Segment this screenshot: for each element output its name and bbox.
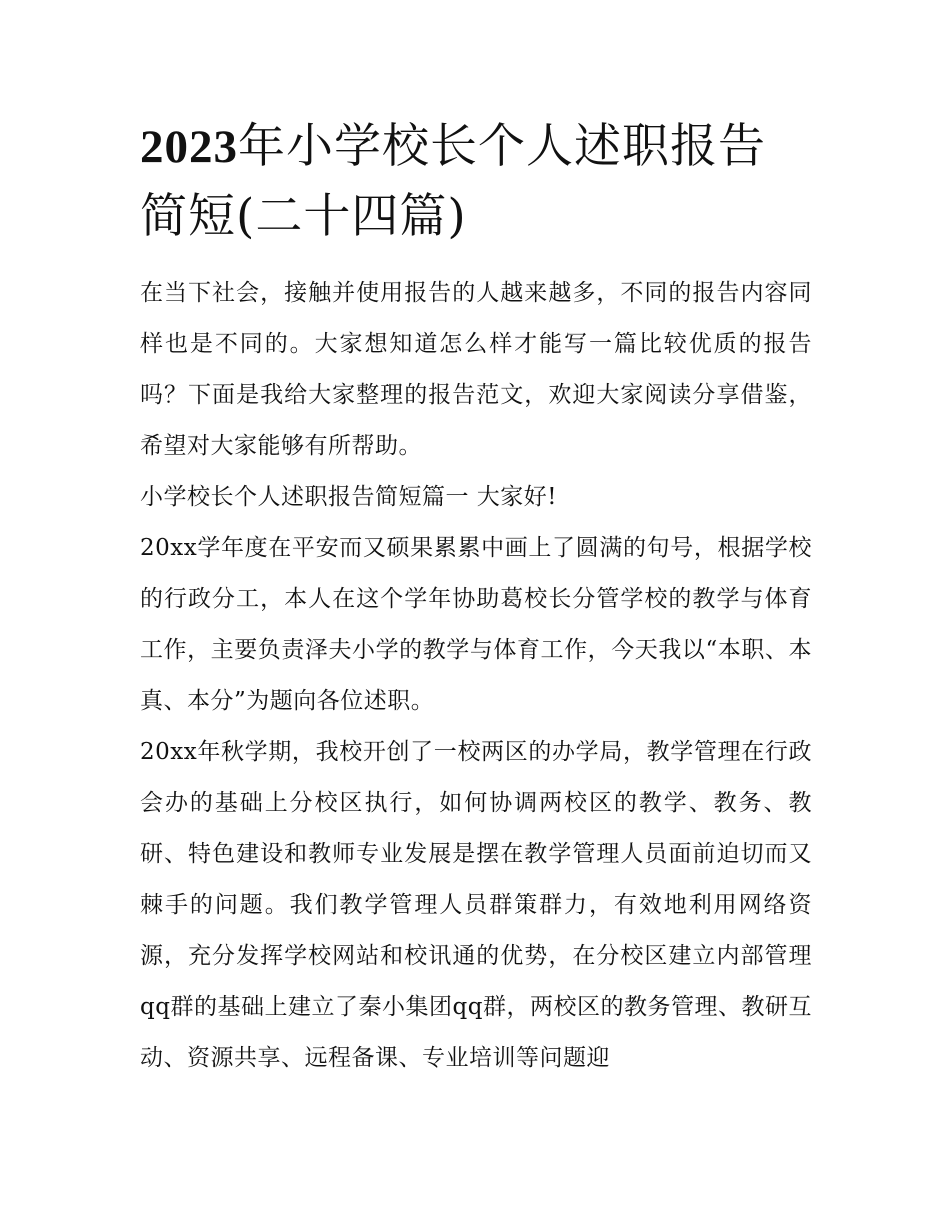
body-paragraph: 20xx学年度在平安而又硕果累累中画上了圆满的句号，根据学校的行政分工，本人在这个学年协助葛校长分管学校的教学与体育工作，主要负责泽夫小学的教学与体育工作，今天我以“本职、本真、本分”为题向各位述职。 <box>140 535 812 714</box>
document-body <box>140 112 812 1084</box>
document-title <box>140 112 812 252</box>
section-heading-paragraph: 小学校长个人述职报告简短篇一 大家好! <box>140 484 558 510</box>
intro-paragraph: 在当下社会，接触并使用报告的人越来越多，不同的报告内容同样也是不同的。大家想知道怎么样才能写一篇比较优质的报告吗？下面是我给大家整理的报告范文，欢迎大家阅读分享借鉴，希望对大家能够有所帮助。 <box>140 280 812 459</box>
title-year: 2023 <box>140 121 238 173</box>
title-text: 年小学校长个人述职报告简短(二十四篇) <box>140 119 766 244</box>
body-paragraph: 20xx年秋学期，我校开创了一校两区的办学局，教学管理在行政会办的基础上分校区执行，如何协调两校区的教学、教务、教研、特色建设和教师专业发展是摆在教学管理人员面前迫切而又棘手的问题。我们教学管理人员群策群力，有效地利用网络资源，充分发挥学校网站和校讯通的优势，在分校区建立内部管理qq群的基础上建立了秦小集团qq群，两校区的教务管理、教研互动、资源共享、远程备课、专业培训等问题迎 <box>140 739 812 1071</box>
